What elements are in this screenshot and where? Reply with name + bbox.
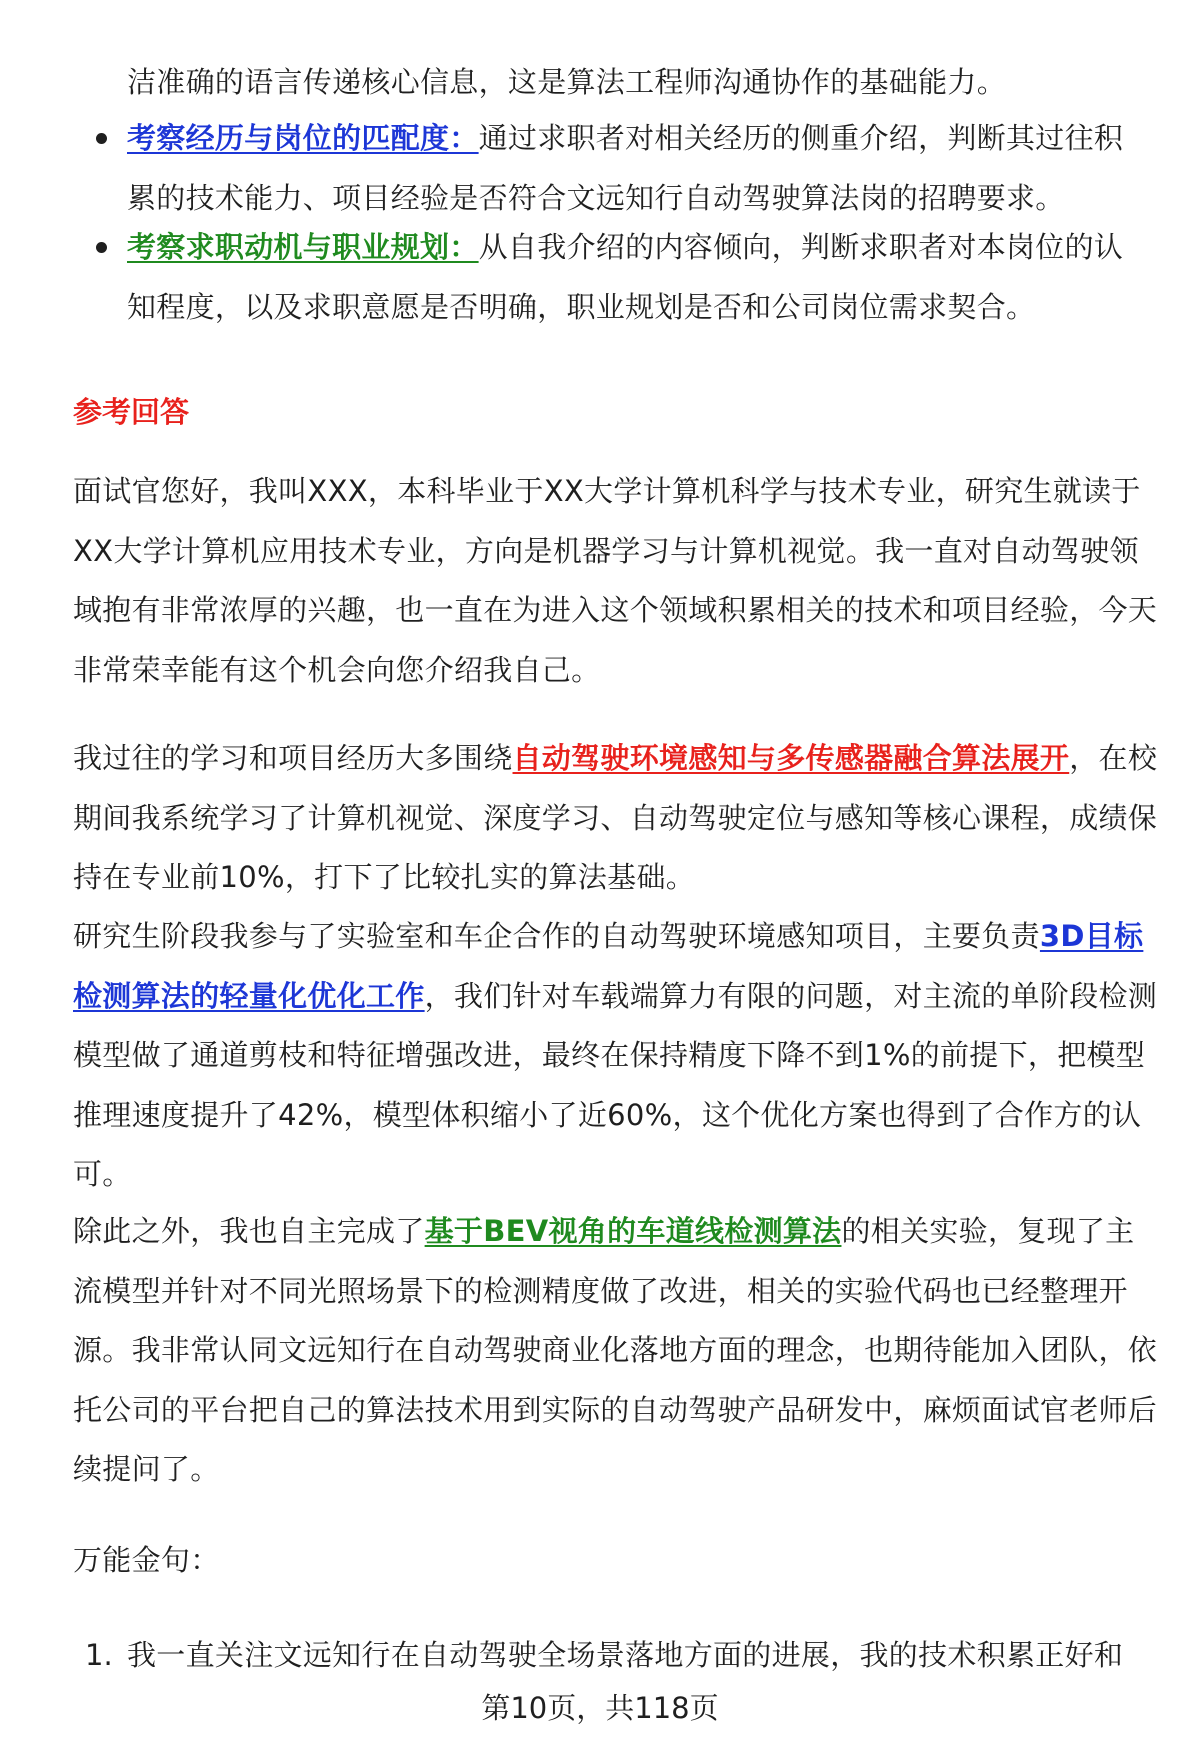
answer-p3-after: ，我们针对车载端算力有限的问题，对主流的单阶段检测模型做了通道剪枝和特征增强改进，最终在保持精度下降不到1%的前提下，把模型推理速度提升了42%，模型体积缩小了近60%，这个优化方案也得到了合作方的认可。	[73, 978, 1158, 1191]
answer-p2-after: ，在校期间我系统学习了计算机视觉、深度学习、自动驾驶定位与感知等核心课程，成绩保持在专业前10%，打下了比较扎实的算法基础。	[73, 741, 1158, 894]
answer-p2-highlight: 自动驾驶环境感知与多传感器融合算法展开	[512, 741, 1070, 775]
bullet-item-motivation	[127, 218, 1147, 337]
answer-paragraph-1: 面试官您好，我叫XXX，本科毕业于XX大学计算机科学与技术专业，研究生就读于XX大学计算机应用技术专业，方向是机器学习与计算机视觉。我一直对自动驾驶领域抱有非常浓厚的兴趣，也一直在为进入这个领域积累相关的技术和项目经验，今天非常荣幸能有这个机会向您介绍我自己。	[73, 474, 1158, 687]
section-heading: 参考回答	[73, 395, 190, 429]
bullet-item-experience-match	[127, 109, 1147, 228]
answer-paragraph-4	[73, 1202, 1163, 1500]
bullet-dot-icon	[96, 242, 107, 253]
bullet-text: 通过求职者对相关经历的侧重介绍，判断其过往积累的技术能力、项目经验是否符合文远知行自动驾驶算法岗的招聘要求。	[127, 121, 1124, 215]
page-footer: 第10页，共118页	[481, 1691, 719, 1725]
answer-p3-highlight: 3D目标检测算法的轻量化优化工作	[73, 919, 1144, 1013]
golden-list-number: 1.	[85, 1638, 113, 1672]
answer-paragraph-3	[73, 907, 1163, 1205]
golden-sentences-label: 万能金句：	[73, 1543, 220, 1577]
answer-p4-before: 除此之外，我也自主完成了	[73, 1214, 425, 1248]
golden-list-text: 我一直关注文远知行在自动驾驶全场景落地方面的进展，我的技术积累正好和	[127, 1638, 1124, 1672]
answer-p4-highlight: 基于BEV视角的车道线检测算法	[424, 1214, 842, 1248]
answer-p4-after: 的相关实验，复现了主流模型并针对不同光照场景下的检测精度做了改进，相关的实验代码也已经整理开源。我非常认同文远知行在自动驾驶商业化落地方面的理念，也期待能加入团队，依托公司的平台把自己的算法技术用到实际的自动驾驶产品研发中，麻烦面试官老师后续提问了。	[73, 1214, 1158, 1486]
answer-paragraph-2	[73, 729, 1163, 908]
bullet-text: 从自我介绍的内容倾向，判断求职者对本岗位的认知程度，以及求职意愿是否明确，职业规划是否和公司岗位需求契合。	[127, 230, 1124, 324]
bullet-label: 考察经历与岗位的匹配度：	[127, 121, 479, 155]
intro-tail-text: 洁准确的语言传递核心信息，这是算法工程师沟通协作的基础能力。	[127, 65, 1007, 99]
bullet-label: 考察求职动机与职业规划：	[127, 230, 479, 264]
answer-p2-before: 我过往的学习和项目经历大多围绕	[73, 741, 513, 775]
answer-p3-before: 研究生阶段我参与了实验室和车企合作的自动驾驶环境感知项目，主要负责	[73, 919, 1040, 953]
bullet-dot-icon	[96, 133, 107, 144]
